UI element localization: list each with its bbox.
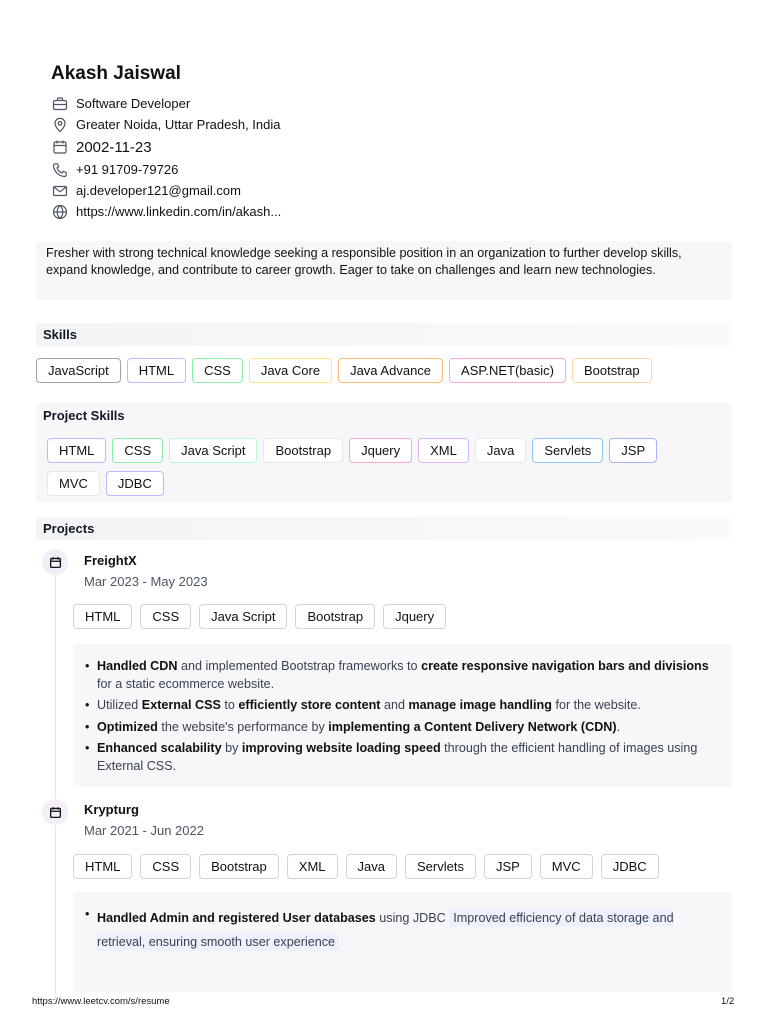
bullet-text-run: Improved efficiency of data storage and retrieval, ensuring smooth user experience bbox=[97, 911, 674, 949]
globe-icon bbox=[52, 204, 68, 220]
footer-url[interactable]: https://www.leetcv.com/s/resume bbox=[32, 996, 170, 1007]
briefcase-icon bbox=[52, 96, 68, 112]
bullet-text-run: Optimized bbox=[97, 719, 158, 734]
skills-section-title: Skills bbox=[36, 323, 732, 346]
calendar-icon bbox=[52, 139, 68, 155]
skill-tag: Servlets bbox=[532, 438, 603, 463]
bullet-text-run: . bbox=[616, 719, 621, 734]
project-title: FreightX bbox=[84, 553, 137, 568]
skill-tag: Java Script bbox=[169, 438, 257, 463]
contact-list bbox=[52, 93, 281, 222]
skill-tag: JavaScript bbox=[36, 358, 121, 383]
skill-tag: HTML bbox=[127, 358, 186, 383]
skill-tag: Bootstrap bbox=[572, 358, 652, 383]
skill-tag: CSS bbox=[140, 854, 191, 879]
mail-icon bbox=[52, 183, 68, 199]
project-calendar-icon bbox=[42, 549, 68, 575]
skill-tag: MVC bbox=[47, 471, 100, 496]
bullet-text-run: Utilized bbox=[97, 698, 142, 712]
project-tag-list bbox=[73, 604, 446, 629]
bullet-text-run: by bbox=[221, 741, 242, 755]
project-bullet bbox=[97, 719, 714, 737]
contact-email bbox=[52, 180, 281, 201]
skills-tag-list bbox=[36, 358, 736, 383]
bullet-text-run: the website's performance by bbox=[157, 719, 329, 734]
skill-tag: CSS bbox=[192, 358, 243, 383]
skill-tag: MVC bbox=[540, 854, 593, 879]
contact-role-text: Software Developer bbox=[76, 96, 191, 111]
phone-icon bbox=[52, 162, 68, 178]
bullet-text-run: improving website loading speed bbox=[241, 741, 441, 755]
bullet-text-run: implementing a Content Delivery Network (CDN) bbox=[328, 719, 617, 734]
skill-tag: ASP.NET(basic) bbox=[449, 358, 566, 383]
bullet-text-run: Handled Admin and registered User databases bbox=[97, 911, 376, 925]
bullet-text-run: efficiently store content bbox=[238, 698, 381, 712]
projects-timeline-line bbox=[55, 574, 56, 1004]
contact-email-text[interactable]: aj.developer121@gmail.com bbox=[76, 183, 241, 198]
skill-tag: JSP bbox=[609, 438, 657, 463]
skill-tag: Java bbox=[346, 854, 397, 879]
bullet-text-run: for a static ecommerce website. bbox=[97, 676, 275, 691]
summary-text: Fresher with strong technical knowledge seeking a responsible position in an organization to further develop skills, expand knowledge, and contribute to career growth. Eager to take on challenges and learn new technologies. bbox=[36, 241, 732, 300]
contact-website bbox=[52, 201, 281, 222]
skill-tag: Java Advance bbox=[338, 358, 443, 383]
location-pin-icon bbox=[52, 117, 68, 133]
contact-website-text[interactable]: https://www.linkedin.com/in/akash... bbox=[76, 204, 282, 219]
contact-phone bbox=[52, 159, 281, 180]
project-bullets-panel bbox=[73, 644, 732, 787]
skill-tag: Jquery bbox=[383, 604, 446, 629]
project-tag-list bbox=[73, 854, 659, 879]
contact-role bbox=[52, 93, 281, 114]
skill-tag: Java bbox=[475, 438, 526, 463]
skill-tag: HTML bbox=[73, 604, 132, 629]
contact-birthdate bbox=[52, 135, 281, 159]
bullet-text-run: and implemented Bootstrap frameworks to bbox=[177, 659, 422, 673]
bullet-text-run: External CSS bbox=[141, 698, 221, 712]
project-skills-title: Project Skills bbox=[43, 408, 125, 423]
project-bullets-panel bbox=[73, 892, 732, 992]
skill-tag: CSS bbox=[112, 438, 163, 463]
project-date: Mar 2021 - Jun 2022 bbox=[84, 823, 204, 838]
projects-section-title: Projects bbox=[36, 517, 732, 540]
skill-tag: CSS bbox=[140, 604, 191, 629]
bullet-text-run: using JDBC bbox=[375, 911, 450, 925]
skill-tag: Jquery bbox=[349, 438, 412, 463]
project-date: Mar 2023 - May 2023 bbox=[84, 574, 208, 589]
contact-location-text: Greater Noida, Uttar Pradesh, India bbox=[76, 117, 281, 132]
contact-location bbox=[52, 114, 281, 135]
skill-tag: HTML bbox=[73, 854, 132, 879]
project-bullet bbox=[97, 697, 714, 715]
contact-birthdate-text: 2002-11-23 bbox=[76, 138, 152, 156]
bullet-text-run: Handled CDN bbox=[97, 659, 178, 673]
skill-tag: JDBC bbox=[601, 854, 659, 879]
project-bullet bbox=[97, 658, 714, 693]
skill-tag: JDBC bbox=[106, 471, 164, 496]
skill-tag: Servlets bbox=[405, 854, 476, 879]
skill-tag: HTML bbox=[47, 438, 106, 463]
project-bullet bbox=[97, 740, 714, 775]
project-skills-tag-list bbox=[47, 438, 697, 496]
bullet-text-run: to bbox=[220, 698, 239, 712]
skill-tag: Bootstrap bbox=[263, 438, 343, 463]
contact-phone-text: +91 91709-79726 bbox=[76, 162, 179, 177]
project-calendar-icon bbox=[42, 799, 68, 825]
skill-tag: Java Core bbox=[249, 358, 332, 383]
bullet-text-run: for the website. bbox=[551, 698, 641, 712]
bullet-text-run: and bbox=[380, 698, 409, 712]
bullet-text-run: create responsive navigation bars and divisions bbox=[421, 659, 709, 673]
resume-name: Akash Jaiswal bbox=[51, 63, 181, 84]
skill-tag: XML bbox=[287, 854, 338, 879]
page-number: 1/2 bbox=[721, 996, 735, 1007]
skill-tag: XML bbox=[418, 438, 469, 463]
bullet-text-run: manage image handling bbox=[408, 698, 552, 712]
project-bullet bbox=[97, 906, 714, 954]
bullet-text-run: through the efficient handling of images using External CSS. bbox=[97, 741, 698, 773]
project-title: Krypturg bbox=[84, 802, 139, 817]
bullet-text-run: Enhanced scalability bbox=[97, 741, 222, 755]
skill-tag: Bootstrap bbox=[199, 854, 279, 879]
skill-tag: Bootstrap bbox=[295, 604, 375, 629]
skill-tag: Java Script bbox=[199, 604, 287, 629]
skill-tag: JSP bbox=[484, 854, 532, 879]
